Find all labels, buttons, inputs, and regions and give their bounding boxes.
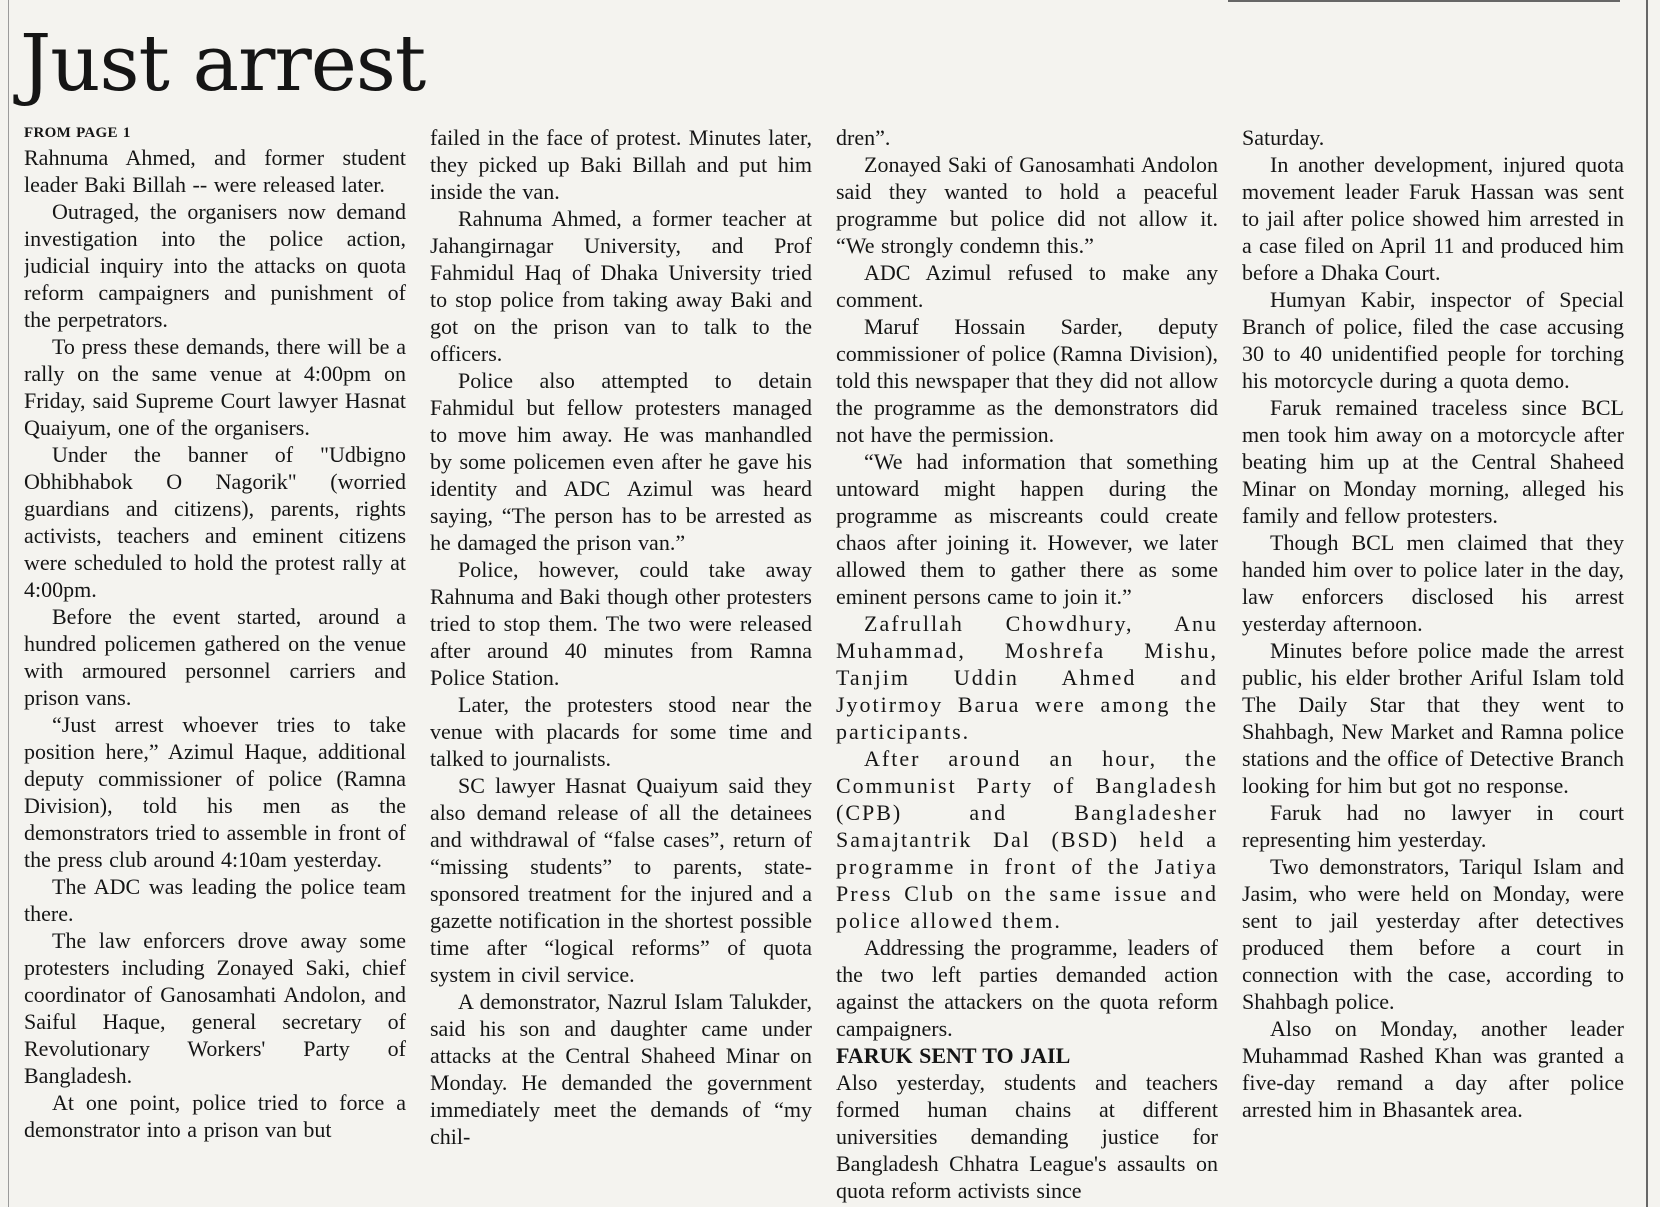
continuation-kicker: FROM PAGE 1 bbox=[24, 125, 131, 141]
paragraph: Two demonstrators, Tariqul Islam and Jasim, who were held on Monday, were sent to jail yesterday after detectives produced them before a court in connection with the case, according to Shahbagh police. bbox=[1242, 854, 1624, 1014]
paragraph: Addressing the programme, leaders of the two left parties demanded action against the attackers on the quota reform campaigners. bbox=[836, 935, 1218, 1041]
right-page-rule bbox=[1646, 0, 1648, 1207]
paragraph: Faruk remained traceless since BCL men took him away on a motorcycle after beating him up at the Central Shaheed Minar on Monday morning, alleged his family and fellow protesters. bbox=[1242, 395, 1624, 528]
top-right-rule bbox=[1228, 0, 1620, 2]
section-subhead: FARUK SENT TO JAIL bbox=[836, 1043, 1071, 1068]
paragraph: The law enforcers drove away some protesters including Zonayed Saki, chief coordinator of Ganosamhati Andolon, and Saiful Haque, general secretary of Revolutionary Workers' Party of Bangladesh. bbox=[24, 928, 406, 1088]
paragraph: Outraged, the organisers now demand investigation into the police action, judicial inquiry into the attacks on quota reform campaigners and punishment of the perpetrators. bbox=[24, 199, 406, 332]
paragraph: In another development, injured quota movement leader Faruk Hassan was sent to jail after police showed him arrested in a case filed on April 11 and produced him before a Dhaka Court. bbox=[1242, 152, 1624, 285]
paragraph: A demonstrator, Nazrul Islam Talukder, said his son and daughter came under attacks at the Central Shaheed Minar on Monday. He demanded the government immediately meet the demands of “my chil- bbox=[430, 989, 812, 1149]
paragraph: After around an hour, the Communist Party of Bangladesh (CPB) and Bangladesher Samajtantrik Dal (BSD) held a programme in front of the Jatiya Press Club on the same issue and police allowed them. bbox=[836, 746, 1218, 933]
paragraph: dren”. bbox=[836, 125, 891, 150]
article-column-3 bbox=[836, 124, 1218, 1207]
paragraph: Also yesterday, students and teachers formed human chains at different universities demanding justice for Bangladesh Chhatra League's assaults on quota reform activists since bbox=[836, 1070, 1218, 1203]
paragraph: “We had information that something untoward might happen during the programme as miscreants could create chaos after joining it. However, we later allowed them to gather there as some eminent persons came to join it.” bbox=[836, 449, 1218, 609]
paragraph: Later, the protesters stood near the venue with placards for some time and talked to journalists. bbox=[430, 692, 812, 771]
article-column-1 bbox=[24, 124, 406, 1207]
paragraph: Zafrullah Chowdhury, Anu Muhammad, Moshrefa Mishu, Tanjim Uddin Ahmed and Jyotirmoy Barua were among the participants. bbox=[836, 611, 1218, 744]
paragraph: Rahnuma Ahmed, a former teacher at Jahangirnagar University, and Prof Fahmidul Haq of Dhaka University tried to stop police from taking away Baki and got on the prison van to talk to the officers. bbox=[430, 206, 812, 366]
paragraph: SC lawyer Hasnat Quaiyum said they also demand release of all the detainees and withdrawal of “false cases”, return of “missing students” to parents, state-sponsored treatment for the injured and a gazette notification in the shortest possible time after “logical reforms” of quota system in civil service. bbox=[430, 773, 812, 987]
paragraph: Maruf Hossain Sarder, deputy commissioner of police (Ramna Division), told this newspaper that they did not allow the programme as the demonstrators did not have the permission. bbox=[836, 314, 1218, 447]
paragraph: Minutes before police made the arrest public, his elder brother Ariful Islam told The Daily Star that they went to Shahbagh, New Market and Ramna police stations and the office of Detective Branch looking for him but got no response. bbox=[1242, 638, 1624, 798]
article-column-4 bbox=[1242, 124, 1624, 1207]
paragraph: Saturday. bbox=[1242, 125, 1325, 150]
paragraph: Police, however, could take away Rahnuma and Baki though other protesters tried to stop them. The two were released after around 40 minutes from Ramna Police Station. bbox=[430, 557, 812, 690]
paragraph: “Just arrest whoever tries to take position here,” Azimul Haque, additional deputy commissioner of police (Ramna Division), told his men as the demonstrators tried to assemble in front of the press club around 4:10am yesterday. bbox=[24, 712, 406, 872]
paragraph: At one point, police tried to force a demonstrator into a prison van but bbox=[24, 1090, 406, 1142]
paragraph: Rahnuma Ahmed, and former student leader Baki Billah -- were released later. bbox=[24, 145, 406, 197]
article-columns bbox=[24, 124, 1624, 1207]
paragraph: To press these demands, there will be a rally on the same venue at 4:00pm on Friday, said Supreme Court lawyer Hasnat Quaiyum, one of the organisers. bbox=[24, 334, 406, 440]
paragraph: Faruk had no lawyer in court representing him yesterday. bbox=[1242, 800, 1624, 852]
paragraph: ADC Azimul refused to make any comment. bbox=[836, 260, 1218, 312]
article-column-2 bbox=[430, 124, 812, 1207]
paragraph: Also on Monday, another leader Muhammad Rashed Khan was granted a five-day remand a day after police arrested him in Bhasantek area. bbox=[1242, 1016, 1624, 1122]
paragraph: Though BCL men claimed that they handed him over to police later in the day, law enforcers disclosed his arrest yesterday afternoon. bbox=[1242, 530, 1624, 636]
paragraph: Humyan Kabir, inspector of Special Branch of police, filed the case accusing 30 to 40 unidentified people for torching his motorcycle during a quota demo. bbox=[1242, 287, 1624, 393]
paragraph: Police also attempted to detain Fahmidul but fellow protesters managed to move him away. He was manhandled by some policemen even after he gave his identity and ADC Azimul was heard saying, “The person has to be arrested as he damaged the prison van.” bbox=[430, 368, 812, 555]
paragraph: Zonayed Saki of Ganosamhati Andolon said they wanted to hold a peaceful programme but police did not allow it. “We strongly condemn this.” bbox=[836, 152, 1218, 258]
paragraph: Before the event started, around a hundred policemen gathered on the venue with armoured personnel carriers and prison vans. bbox=[24, 604, 406, 710]
paragraph: The ADC was leading the police team there. bbox=[24, 874, 406, 926]
paragraph: Under the banner of "Udbigno Obhibhabok O Nagorik" (worried guardians and citizens), parents, rights activists, teachers and eminent citizens were scheduled to hold the protest rally at 4:00pm. bbox=[24, 442, 406, 602]
left-column-rule bbox=[8, 0, 9, 1207]
article-headline: Just arrest bbox=[20, 19, 426, 109]
paragraph: failed in the face of protest. Minutes later, they picked up Baki Billah and put him inside the van. bbox=[430, 125, 812, 204]
